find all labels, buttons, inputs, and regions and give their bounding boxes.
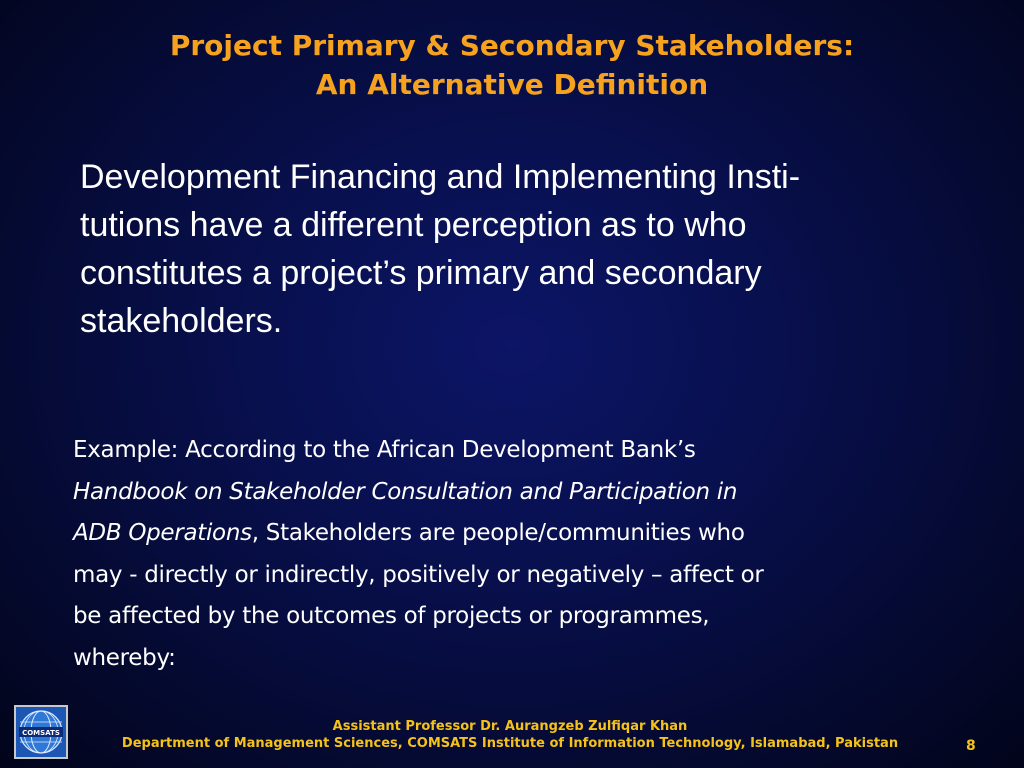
example-line-3-text: , Stakeholders are people/communities who: [251, 520, 745, 546]
slide-title: [0, 26, 1024, 104]
example-line-1: Example: According to the African Development Bank’s: [73, 437, 696, 463]
logo-wordmark: COMSATS: [22, 729, 60, 737]
globe-icon: [16, 707, 66, 757]
example-line-6: whereby:: [73, 644, 176, 671]
example-paragraph: [73, 430, 933, 679]
footer-department: Department of Management Sciences, COMSATS Institute of Information Technology, Islamabad, Pakistan: [121, 736, 899, 751]
intro-line-4: stakeholders.: [80, 302, 283, 340]
slide-footer: [60, 718, 960, 752]
slide-title-line-2: An Alternative Definition: [315, 68, 709, 101]
intro-line-2: tutions have a different perception as to who: [80, 206, 747, 244]
example-line-4: may - directly or indirectly, positively or negatively – affect or: [73, 561, 764, 588]
handbook-title-part-1: Handbook on Stakeholder Consultation and Participation in: [73, 478, 738, 505]
example-line-2: [73, 472, 933, 514]
page-number: 8: [966, 738, 976, 754]
intro-paragraph: [80, 153, 950, 345]
handbook-title-part-2: ADB Operations: [73, 520, 252, 546]
intro-line-3: constitutes a project’s primary and secondary: [80, 254, 762, 292]
intro-line-1: Development Financing and Implementing Insti-: [80, 158, 801, 196]
slide-title-line-1: Project Primary & Secondary Stakeholders:: [169, 29, 855, 62]
example-line-5: be affected by the outcomes of projects or programmes,: [73, 603, 710, 629]
example-line-3: [73, 513, 933, 555]
footer-author: Assistant Professor Dr. Aurangzeb Zulfiqar Khan: [332, 719, 688, 734]
